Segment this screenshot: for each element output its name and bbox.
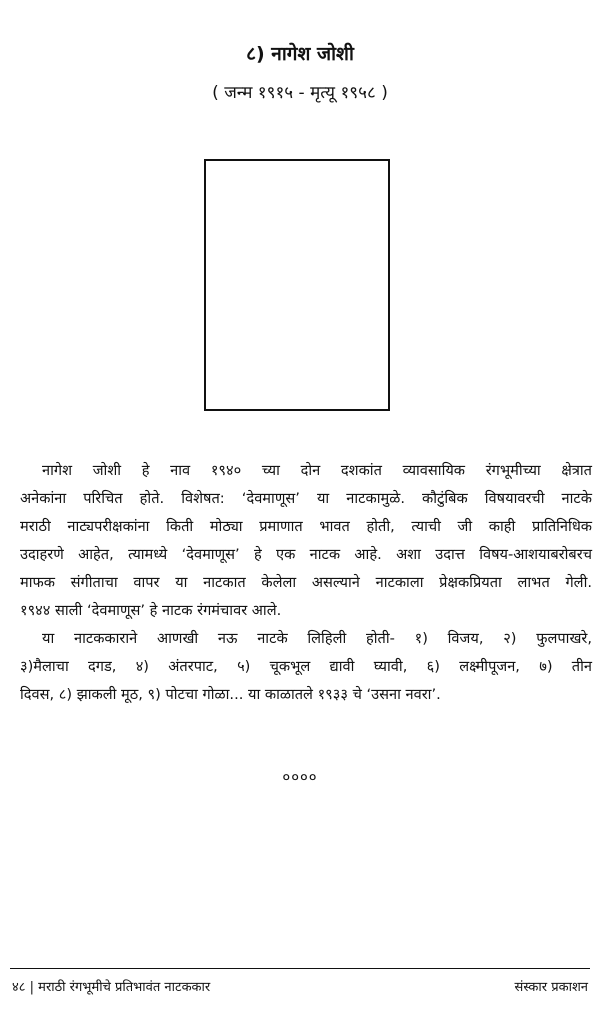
- lifespan-subtitle: ( जन्म १९१५ - मृत्यू १९५८ ): [212, 83, 388, 103]
- text-line: मराठी नाट्यपरीक्षकांना किती मोठ्या प्रमाणात भावत होती, त्याची जी काही प्रातिनिधिक: [20, 518, 592, 535]
- section-ornament: ००००: [282, 768, 318, 786]
- text-line: अनेकांना परिचित होते. विशेषत: ‘देवमाणूस’ या नाटकामुळे. कौटुंबिक विषयावरची नाटके: [20, 490, 592, 507]
- footer-page-and-book-title: ४८ | मराठी रंगभूमीचे प्रतिभावंत नाटककार: [12, 980, 211, 995]
- paragraph-2: [20, 625, 592, 709]
- text-line: या नाटककाराने आणखी नऊ नाटके लिहिली होती- १) विजय, २) फुलपाखरे,: [42, 630, 592, 647]
- footer-publisher: संस्कार प्रकाशन: [514, 980, 588, 995]
- paragraph-1: [20, 457, 592, 625]
- text-line: नागेश जोशी हे नाव १९४० च्या दोन दशकांत व्यावसायिक रंगभूमीच्या क्षेत्रात: [42, 462, 592, 479]
- text-line: ३)मैलाचा दगड, ४) अंतरपाट, ५) चूकभूल द्यावी घ्यावी, ६) लक्ष्मीपूजन, ७) तीन: [20, 658, 592, 675]
- text-line: माफक संगीताचा वापर या नाटकात केलेला असल्याने नाटकाला प्रेक्षकप्रियता लाभत गेली.: [20, 574, 592, 591]
- text-line: उदाहरणे आहेत, त्यामध्ये ‘देवमाणूस’ हे एक नाटक आहे. अशा उदात्त विषय-आशयाबरोबरच: [20, 546, 592, 563]
- footer-divider: [10, 968, 590, 969]
- portrait-frame: [204, 159, 390, 411]
- text-line: दिवस, ८) झाकली मूठ, ९) पोटचा गोळा... या काळातले १९३३ चे ‘उसना नवरा’.: [20, 686, 441, 703]
- chapter-title: ८) नागेश जोशी: [246, 43, 354, 65]
- text-line: १९४४ साली ‘देवमाणूस’ हे नाटक रंगमंचावर आले.: [20, 602, 282, 619]
- body-text: [20, 457, 592, 709]
